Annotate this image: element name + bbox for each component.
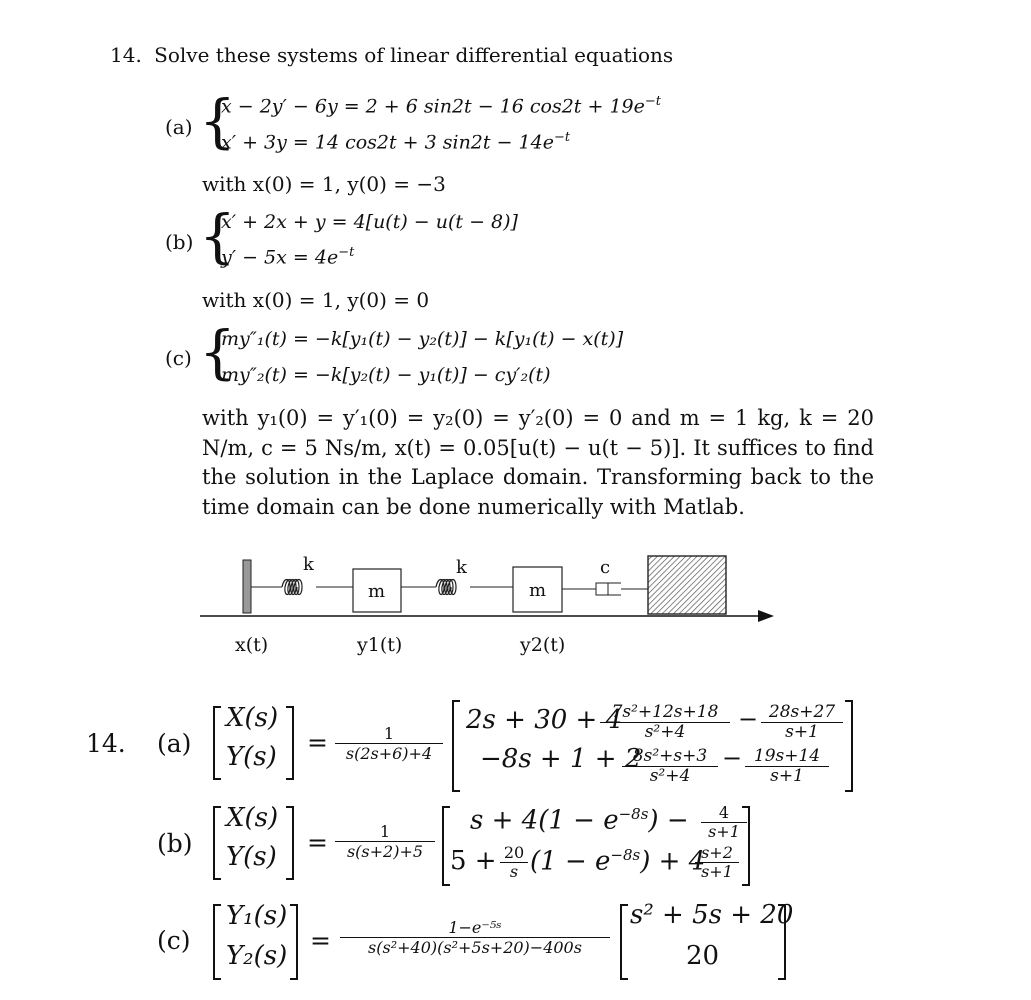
part-a-initial-conditions: with x(0) = 1, y(0) = −3 bbox=[202, 172, 446, 196]
damper bbox=[562, 583, 648, 595]
answer-a-equals: = bbox=[307, 728, 328, 757]
spring-2 bbox=[436, 580, 456, 595]
problem-number: 14. bbox=[110, 43, 142, 67]
answer-b-row2-mid: $(1 - e^{-8s}) + 4$ bbox=[530, 846, 706, 877]
answer-a-vec-bottom: Y(s) bbox=[226, 742, 277, 772]
y2-label: y2(t) bbox=[520, 634, 566, 656]
answer-a-vec-top: X(s) bbox=[226, 703, 279, 733]
spring-2-label: k bbox=[456, 557, 467, 578]
answer-a-row1-frac1: $\frac{\text{7s²+12s+18}}{\text{s²+4}}$ bbox=[600, 702, 730, 741]
damper-label: c bbox=[600, 557, 611, 578]
right-wall bbox=[648, 556, 726, 614]
axis-arrowhead bbox=[758, 610, 774, 622]
answer-b-vec-top: X(s) bbox=[226, 803, 279, 833]
answer-b-row2-frac2: $\frac{s+2}{s+1}$ bbox=[695, 843, 739, 880]
answer-b-vec-left-bracket bbox=[213, 806, 221, 880]
answer-c-row2: 20 bbox=[686, 941, 720, 971]
part-b-eq2: $y' - 5x = 4e^{-t}$ bbox=[221, 245, 355, 269]
x-label: x(t) bbox=[235, 634, 269, 656]
answer-c-rhs-right-bracket bbox=[778, 904, 786, 980]
part-b-eq1: x′ + 2x + y = 4[u(t) − u(t − 8)] bbox=[221, 211, 518, 233]
answer-a-row2-frac1: $\frac{\text{8s²+s+3}}{\text{s²+4}}$ bbox=[622, 746, 718, 785]
answer-c-label: (c) bbox=[157, 926, 191, 955]
answer-b-row1: $s + 4(1 - e^{-8s})$ − bbox=[470, 805, 689, 836]
spring-1-label: k bbox=[303, 554, 314, 575]
answer-b-row2-lead: 5 + bbox=[450, 846, 497, 876]
answer-a-coefficient: $\frac{1}{s(2s+6)+4}$ bbox=[335, 724, 443, 763]
part-c-brace: { bbox=[199, 318, 236, 386]
part-c-label: (c) bbox=[165, 346, 192, 370]
answer-a-vec-right-bracket bbox=[286, 706, 294, 780]
answer-c-vec-right-bracket bbox=[290, 904, 298, 980]
answer-a-row2-lead: −8s + 1 + 2 bbox=[480, 744, 642, 774]
y1-label: y1(t) bbox=[357, 634, 403, 656]
answer-c-vec-top: Y₁(s) bbox=[226, 901, 288, 931]
answer-a-row1-lead: 2s + 30 + 4 bbox=[466, 705, 623, 735]
answer-b-equals: = bbox=[307, 828, 328, 857]
answer-a-row2-frac2: $\frac{19s+14}{s+1}$ bbox=[745, 746, 829, 785]
answer-a-label: (a) bbox=[157, 729, 192, 758]
mass-1-label: m bbox=[368, 581, 386, 602]
answer-a-rhs-left-bracket bbox=[452, 700, 460, 792]
answer-a-vec-left-bracket bbox=[213, 706, 221, 780]
mass-spring-diagram bbox=[0, 540, 1031, 700]
answer-a-rhs-right-bracket bbox=[845, 700, 853, 792]
answer-b-row1-frac: $\frac{4}{s+1}$ bbox=[701, 803, 747, 840]
answer-b-row2-frac1: $\frac{20}{s}$ bbox=[500, 843, 528, 880]
part-b-brace: { bbox=[199, 202, 236, 270]
problem-heading bbox=[110, 43, 673, 67]
part-a-brace: { bbox=[199, 87, 236, 155]
answer-b-coefficient: $\frac{1}{s(s+2)+5}$ bbox=[335, 822, 435, 861]
answer-c-rhs-left-bracket bbox=[620, 904, 628, 980]
answer-a-row1-minus: − bbox=[738, 705, 759, 733]
answer-a-row2-minus: − bbox=[722, 744, 743, 772]
answer-c-vec-left-bracket bbox=[213, 904, 221, 980]
part-a-eq2: x′ + 3y = 14 cos2t + 3 $\sin 2t - 14e^{-t}$ bbox=[221, 130, 571, 154]
part-a-label: (a) bbox=[165, 115, 193, 139]
part-a-eq1: x − 2y′ − 6y = 2 + 6 sin2t − 16 $\cos 2t + 19e^{-t}$ bbox=[221, 94, 661, 118]
answer-b-label: (b) bbox=[157, 829, 193, 858]
problem-title: Solve these systems of linear differential equations bbox=[154, 43, 674, 67]
answer-c-coefficient: $\frac{\text{1−e⁻⁵ˢ}}{\text{s(s²+40)(s²+5s+20)−400s}}$ bbox=[340, 918, 610, 957]
answer-c-row1: s² + 5s + 20 bbox=[630, 900, 794, 930]
part-c-eq2: my″₂(t) = −k[y₂(t) − y₁(t)] − cy′₂(t) bbox=[221, 364, 551, 386]
mass-2-label: m bbox=[529, 580, 547, 601]
answer-b-vec-bottom: Y(s) bbox=[226, 842, 277, 872]
spring-1 bbox=[282, 580, 302, 595]
answer-c-vec-bottom: Y₂(s) bbox=[226, 941, 288, 971]
answer-b-rhs-right-bracket bbox=[742, 806, 750, 886]
answer-a-row1-frac2: $\frac{28s+27}{s+1}$ bbox=[761, 702, 843, 741]
answer-b-vec-right-bracket bbox=[286, 806, 294, 880]
part-c-eq1: my″₁(t) = −k[y₁(t) − y₂(t)] − k[y₁(t) − x(t)] bbox=[221, 328, 624, 350]
part-b-label: (b) bbox=[165, 230, 194, 254]
part-c-paragraph: with y₁(0) = y′₁(0) = y₂(0) = y′₂(0) = 0 and m = 1 kg, k = 20 N/m, c = 5 Ns/m, x(t) = 0.05[u(t) − u(t − 5)]. It suffices to find the solution in the Laplace domain. Transforming back to the time domain can be done numerically with Matlab. bbox=[202, 406, 874, 519]
answer-c-equals: = bbox=[310, 926, 331, 955]
answers-number: 14. bbox=[86, 729, 126, 758]
part-b-initial-conditions: with x(0) = 1, y(0) = 0 bbox=[202, 288, 430, 312]
answer-b-rhs-left-bracket bbox=[442, 806, 450, 886]
left-wall bbox=[243, 560, 251, 613]
